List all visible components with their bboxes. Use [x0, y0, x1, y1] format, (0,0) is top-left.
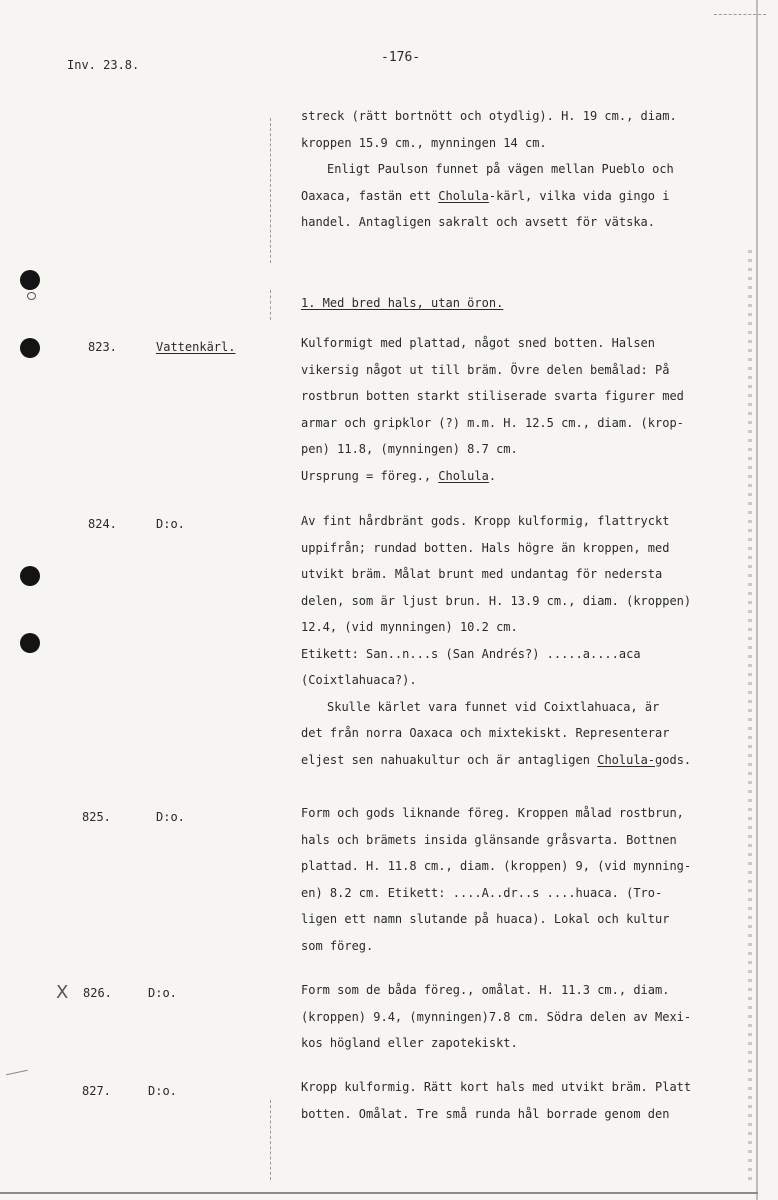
text-line: som föreg. — [301, 938, 374, 953]
fold-line — [270, 1100, 272, 1180]
text-line: Enligt Paulson funnet på vägen mellan Pueblo och — [327, 162, 674, 176]
text-line: (Coixtlahuaca?). — [301, 673, 417, 687]
top-dash-mark — [714, 14, 766, 16]
margin-scribble — [6, 1070, 28, 1077]
entry-number: 827. — [82, 1084, 111, 1098]
page-right-edge — [756, 0, 758, 1200]
text-line: ligen ett namn slutande på huaca). Lokal och kultur — [301, 912, 670, 926]
text-line: Etikett: San..n...s (San Andrés?) .....a....aca — [301, 646, 641, 661]
entry-label: D:o. — [156, 517, 185, 531]
text-line: uppifrån; rundad botten. Hals högre än kroppen, med — [301, 540, 670, 555]
text-line: delen, som är ljust brun. H. 13.9 cm., diam. (kroppen) — [301, 593, 692, 608]
page-bottom-edge — [0, 1192, 758, 1194]
text-line: Kropp kulformig. Rätt kort hals med utvikt bräm. Platt — [301, 1080, 692, 1094]
text-line: Form som de båda föreg., omålat. H. 11.3 cm., diam. — [301, 983, 670, 997]
underlined-term: Cholula — [438, 468, 489, 483]
entry-number: 826. — [83, 986, 112, 1000]
punch-hole-mark — [27, 292, 36, 300]
text-line: Form och gods liknande föreg. Kroppen målad rostbrun, — [301, 806, 684, 820]
text-line: hals och brämets insida glänsande gråsvarta. Bottnen — [301, 832, 677, 847]
page-number: -176- — [381, 50, 421, 65]
text-line: det från norra Oaxaca och mixtekiskt. Representerar — [301, 726, 670, 740]
text-line: rostbrun botten starkt stiliserade svarta figurer med — [301, 389, 684, 403]
punch-hole — [20, 338, 40, 358]
margin-x-mark: X — [56, 982, 69, 1003]
entry-text — [301, 1074, 747, 1127]
text-line: plattad. H. 11.8 cm., diam. (kroppen) 9, (vid mynning- — [301, 859, 692, 873]
text-line: en) 8.2 cm. Etikett: ....A..dr..s ....huaca. (Tro- — [301, 885, 663, 900]
text-line: kroppen 15.9 cm., mynningen 14 cm. — [301, 135, 547, 150]
punch-hole — [20, 270, 40, 290]
text-line: handel. Antagligen sakralt och avsett för vätska. — [301, 215, 656, 229]
text-line: armar och gripklor (?) m.m. H. 12.5 cm., diam. (krop- — [301, 415, 684, 430]
section-heading-text: 1. Med bred hals, utan öron. — [301, 296, 504, 310]
entry-label: D:o. — [148, 1084, 177, 1098]
text-line: utvikt bräm. Målat brunt med undantag för nedersta — [301, 567, 663, 581]
section-heading — [301, 290, 747, 317]
underlined-term: Cholula — [438, 188, 489, 203]
text-line: Ursprung = föreg., Cholula. — [301, 468, 497, 483]
text-line: Av fint hårdbränt gods. Kropp kulformig, flattryckt — [301, 514, 670, 528]
bleed-through-marks — [748, 250, 752, 1180]
entry-text — [301, 508, 747, 773]
entry-label: Vattenkärl. — [156, 340, 236, 354]
text-line: kos högland eller zapotekiskt. — [301, 1036, 518, 1050]
text-line: Skulle kärlet vara funnet vid Coixtlahuaca, är — [327, 699, 660, 714]
intro-text — [301, 103, 747, 236]
text-line: Oaxaca, fastän ett Cholula-kärl, vilka vida gingo i — [301, 188, 670, 203]
inventory-number: Inv. 23.8. — [67, 58, 140, 72]
text-line: pen) 11.8, (mynningen) 8.7 cm. — [301, 442, 518, 456]
text-line: botten. Omålat. Tre små runda hål borrade genom den — [301, 1106, 670, 1121]
text-line: streck (rätt bortnött och otydlig). H. 19 cm., diam. — [301, 109, 677, 123]
entry-number: 823. — [88, 340, 117, 354]
entry-number: 824. — [88, 517, 117, 531]
entry-label: D:o. — [148, 986, 177, 1000]
text-line: Kulformigt med plattad, något sned botten. Halsen — [301, 336, 656, 350]
text-line: 12.4, (vid mynningen) 10.2 cm. — [301, 620, 518, 634]
fold-line — [270, 118, 272, 263]
text-line: (kroppen) 9.4, (mynningen)7.8 cm. Södra delen av Mexi- — [301, 1009, 692, 1024]
fold-line — [270, 290, 272, 320]
text-line: eljest sen nahuakultur och är antagligen Cholula-gods. — [301, 752, 692, 767]
underlined-term: Cholula- — [597, 752, 656, 767]
punch-hole — [20, 566, 40, 586]
entry-text — [301, 977, 747, 1057]
punch-hole — [20, 633, 40, 653]
entry-number: 825. — [82, 810, 111, 824]
entry-label: D:o. — [156, 810, 185, 824]
text-line: vikersig något ut till bräm. Övre delen bemålad: På — [301, 362, 670, 377]
entry-text — [301, 800, 747, 959]
entry-text — [301, 330, 747, 489]
